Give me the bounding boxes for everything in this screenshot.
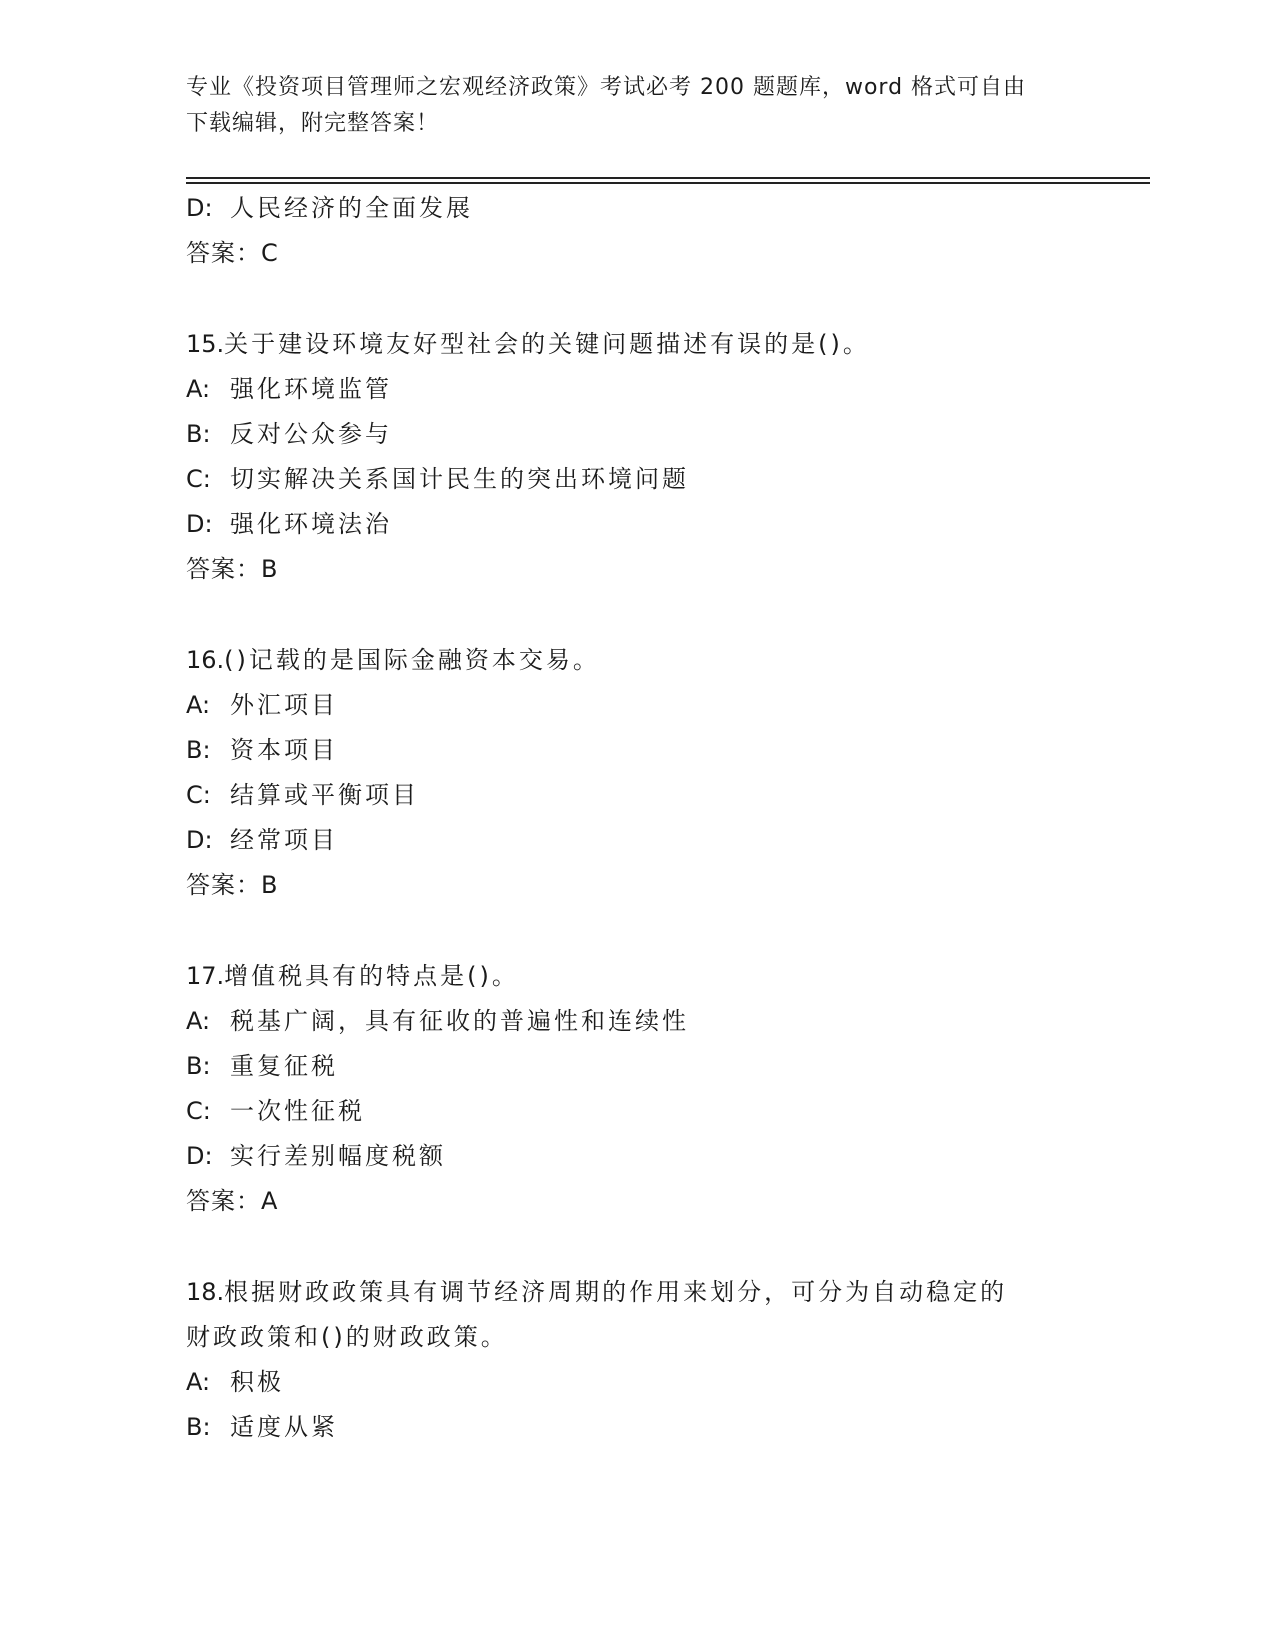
option-text: 人民经济的全面发展 — [230, 194, 473, 222]
option-a — [186, 683, 1126, 728]
question-text: 增值税具有的特点是()。 — [224, 962, 519, 990]
option-a — [186, 367, 1126, 412]
option-label: A: — [186, 691, 211, 719]
option-c — [186, 457, 1126, 502]
question-text: ()记载的是国际金融资本交易。 — [224, 646, 600, 674]
option-text: 外汇项目 — [230, 691, 338, 719]
option-b — [186, 412, 1126, 457]
option-text: 税基广阔，具有征收的普遍性和连续性 — [230, 1007, 689, 1035]
option-text: 结算或平衡项目 — [230, 781, 419, 809]
option-text: 切实解决关系国计民生的突出环境问题 — [230, 465, 689, 493]
prev-answer: 答案：C — [186, 239, 279, 267]
prev-option-d — [186, 186, 1126, 231]
option-c — [186, 773, 1126, 818]
option-a — [186, 1360, 1126, 1405]
option-text: 实行差别幅度税额 — [230, 1142, 446, 1170]
question-18 — [186, 1270, 1126, 1315]
option-label: B: — [186, 736, 211, 764]
option-text: 资本项目 — [230, 736, 338, 764]
option-label: C: — [186, 1097, 211, 1125]
option-b — [186, 728, 1126, 773]
option-text: 强化环境监管 — [230, 375, 392, 403]
option-label: D: — [186, 510, 213, 538]
option-label: D: — [186, 194, 213, 222]
header-divider-top — [186, 177, 1150, 179]
header-divider-bottom — [186, 182, 1150, 184]
option-text: 重复征税 — [230, 1052, 338, 1080]
question-number: 15. — [186, 330, 225, 358]
option-d — [186, 818, 1126, 863]
option-text: 强化环境法治 — [230, 510, 392, 538]
question-number: 18. — [186, 1278, 225, 1306]
option-text: 一次性征税 — [230, 1097, 365, 1125]
option-label: C: — [186, 465, 211, 493]
option-label: A: — [186, 1007, 211, 1035]
question-18-continued: 财政政策和()的财政政策。 — [186, 1323, 508, 1351]
answer-15: 答案：B — [186, 555, 279, 583]
header-line-2: 下载编辑，附完整答案！ — [186, 111, 440, 136]
option-label: D: — [186, 826, 213, 854]
question-15 — [186, 322, 1126, 367]
question-text: 根据财政政策具有调节经济周期的作用来划分，可分为自动稳定的 — [224, 1278, 1008, 1306]
option-d — [186, 1134, 1126, 1179]
answer-17: 答案：A — [186, 1187, 279, 1215]
option-d — [186, 502, 1126, 547]
option-label: C: — [186, 781, 211, 809]
option-text: 经常项目 — [230, 826, 338, 854]
option-label: B: — [186, 1413, 211, 1441]
header-line-1: 专业《投资项目管理师之宏观经济政策》考试必考 200 题题库，word 格式可自由 — [186, 75, 1027, 100]
question-list — [186, 186, 1126, 1450]
question-text: 关于建设环境友好型社会的关键问题描述有误的是()。 — [224, 330, 870, 358]
question-16 — [186, 638, 1126, 683]
option-c — [186, 1089, 1126, 1134]
option-b — [186, 1405, 1126, 1450]
option-text: 适度从紧 — [230, 1413, 338, 1441]
document-header — [186, 70, 1086, 142]
option-text: 积极 — [230, 1368, 284, 1396]
option-label: D: — [186, 1142, 213, 1170]
option-label: A: — [186, 375, 211, 403]
option-label: B: — [186, 1052, 211, 1080]
question-number: 16. — [186, 646, 225, 674]
answer-16: 答案：B — [186, 871, 279, 899]
option-label: A: — [186, 1368, 211, 1396]
option-label: B: — [186, 420, 211, 448]
option-a — [186, 999, 1126, 1044]
question-17 — [186, 954, 1126, 999]
option-b — [186, 1044, 1126, 1089]
option-text: 反对公众参与 — [230, 420, 392, 448]
question-number: 17. — [186, 962, 225, 990]
